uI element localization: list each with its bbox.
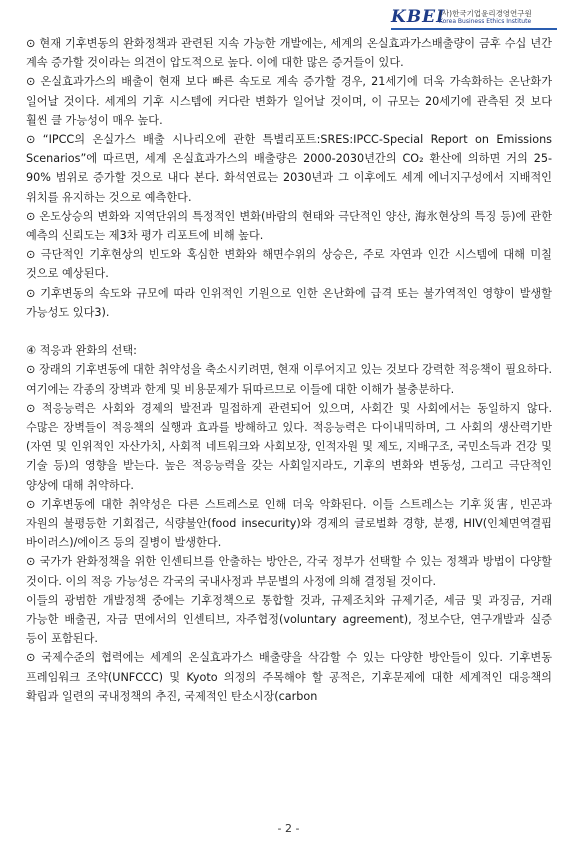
paragraph-extreme-events: ⊙ 극단적인 기후현상의 빈도와 혹심한 변화와 해면수위의 상승은, 주로 자연과 인간 시스템에 대해 미칠 것으로 예상된다.: [26, 248, 552, 281]
paragraph-emissions-increase: ⊙ 현재 기후변동의 완화정책과 관련된 지속 가능한 개발에는, 세계의 온실효과가스배출량이 금후 수십 년간 계속 증가할 것이라는 의견이 압도적으로 높다. 이에 대한 많은 증거들이 있다.: [26, 37, 552, 70]
paragraph-adaptive-capacity: ⊙ 적응능력은 사회와 경제의 발전과 밀접하게 관련되어 있으며, 사회간 및 사회에서는 동일하지 않다. 수많은 장벽들이 적응책의 실행과 효과를 방해하고 있다. 적응능력은 다이내믹하며, 그 사회의 생산력기반(자연 및 인위적인 자산가치, 사회적 네트워크와 사회보장, 인적자원 및 제도, 지배구조, 국민소득과 건강 및 기술 등)의 영향을 받는다. 높은 적응능력을 갖는 사회일지라도, 기후의 변화와 변동성, 그리고 극단적인 양상에 대해 취약하다.: [26, 401, 552, 492]
paragraph-warming-acceleration: ⊙ 온실효과가스의 배출이 현재 보다 빠른 속도로 계속 증가할 경우, 21세기에 더욱 가속화하는 온난화가 일어날 것이다. 세계의 기후 시스템에 커다란 변화가 일어날 것이며, 이 규모는 20세기에 관측된 것 보다 훨씬 클 가능성이 매우 높다.: [26, 75, 552, 127]
header-divider: [391, 28, 557, 30]
paragraph-prediction-reliability: ⊙ 온도상승의 변화와 지역단위의 특정적인 변화(바람의 현태와 극단적인 양산, 海氷현상의 특징 등)에 관한 예측의 신뢰도는 제3차 평가 리포트에 비해 높다.: [26, 209, 552, 243]
logo-mark: KBEI: [391, 7, 446, 27]
paragraph-adaptation-need: ⊙ 장래의 기후변동에 대한 취약성을 축소시키려면, 현재 이루어지고 있는 것보다 강력한 적응책이 필요하다. 여기에는 각종의 장벽과 한계 및 비용문제가 뒤따르므로 이들에 대한 이해가 불충분하다.: [26, 363, 552, 396]
page-number: - 2 -: [277, 822, 300, 835]
paragraph-international-cooperation: ⊙ 국제수준의 협력에는 세계의 온실효과가스 배출량을 삭감할 수 있는 다양한 방안들이 있다. 기후변동 프레임워크 조약(UNFCCC) 및 Kyoto 의정의 주목해야 할 공적은, 기후문제에 대한 세계적인 대응책의 확립과 일련의 국내정책의 추진, 국제적인 탄소시장(carbon: [26, 651, 552, 703]
header-logo: [391, 6, 561, 32]
logo-korean-name: (사)한국기업윤리경영연구원: [439, 9, 532, 18]
section-heading-adaptation: ④ 적응과 완화의 선택:: [26, 344, 137, 358]
paragraph-development-policies: 이들의 광범한 개발정책 중에는 기후정책으로 통합할 것과, 규제조치와 규제기준, 세금 및 과징금, 거래 가능한 배출권, 자금 면에서의 인센티브, 자주협정(voluntary agreement), 정보수단, 연구개발과 실증 등이 포함된다.: [26, 593, 552, 646]
document-body: [26, 34, 552, 706]
paragraph-sres-report: ⊙ “IPCC의 온실가스 배출 시나리오에 관한 특별리포트:SRES:IPCC-Special Report on Emissions Scenarios”에 따르면, 세계 온실효과가스의 배출량은 2000-2030년간의 CO₂ 환산에 의하면 거의 25-90% 범위로 증가할 것으로 내다 본다. 화석연료는 2030년과 그 이후에도 세계 에너지구성에서 지배적인 위치를 유지하는 것으로 예측한다.: [26, 133, 552, 204]
blank-line: [26, 322, 552, 341]
logo-english-name: Korea Business Ethics Institute: [439, 18, 532, 25]
paragraph-irreversible-impact: ⊙ 기후변동의 속도와 규모에 따라 인위적인 기원으로 인한 온난화에 급격 또는 불가역적인 영향이 발생할 가능성도 있다3).: [26, 286, 552, 319]
paragraph-national-incentives: ⊙ 국가가 완화정책을 위한 인센티브를 안출하는 방안은, 각국 정부가 선택할 수 있는 정책과 방법이 다양할 것이다. 이의 적응 가능성은 각국의 국내사정과 부문별의 사정에 의해 결정될 것이다.: [26, 555, 552, 588]
paragraph-vulnerability-stress: ⊙ 기후변동에 대한 취약성은 다른 스트레스로 인해 더욱 악화된다. 이들 스트레스는 기후災害, 빈곤과 자원의 불평등한 기회접근, 식량불안(food insecurity)와 경제의 글로벌화 경향, 분쟁, HIV(인체면역결핍 바이러스)/에이즈 등의 질병이 발생한다.: [26, 497, 552, 550]
